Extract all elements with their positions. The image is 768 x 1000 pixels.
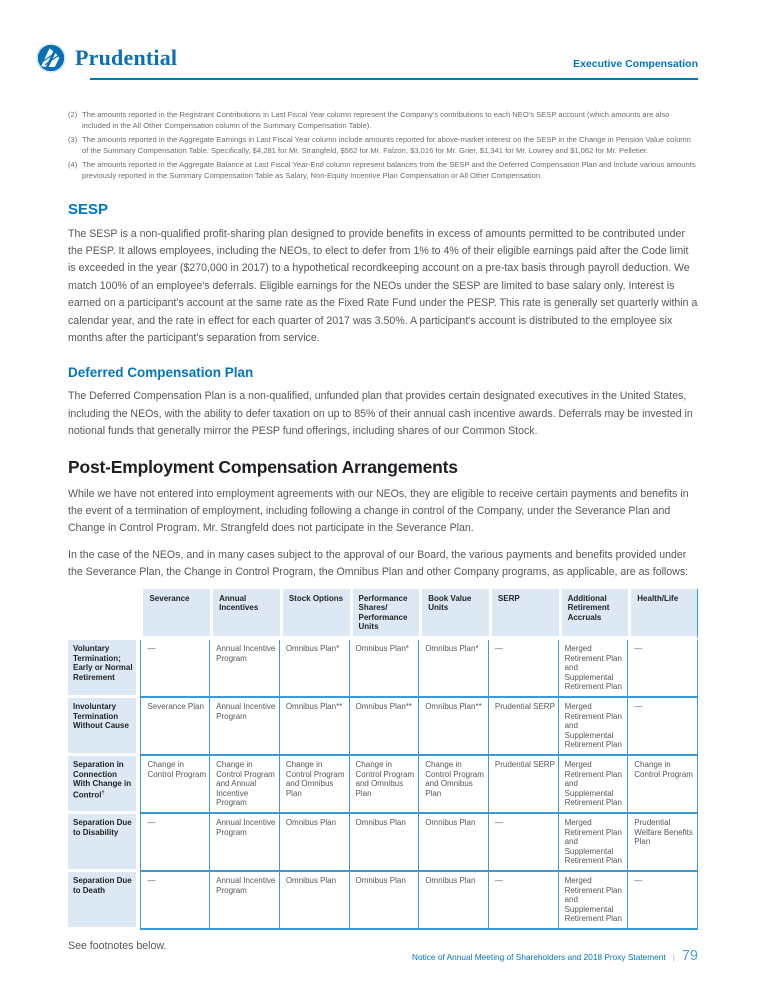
row-label: Separation in Connection With Change in Control† (68, 756, 140, 814)
table-cell: Annual Incentive Program (210, 640, 280, 698)
table-cell: Severance Plan (140, 698, 210, 756)
table-cell: Change in Control Program and Omnibus Plan (419, 756, 489, 814)
table-cell: Change in Control Program and Omnibus Plan (350, 756, 420, 814)
table-cell: Change in Control Program (628, 756, 698, 814)
footnote-item (68, 160, 698, 181)
see-footnotes-note: See footnotes below. (68, 940, 167, 953)
table-cell: Omnibus Plan (350, 872, 420, 930)
table-cell: Omnibus Plan** (280, 698, 350, 756)
footnote-marker: (2) (68, 110, 78, 119)
table-cell: Prudential Welfare Benefits Plan (628, 814, 698, 872)
column-header: Additional Retirement Accruals (559, 589, 629, 640)
post-employment-paragraph-1: While we have not entered into employment agreements with our NEOs, they are eligible to receive certain payments and benefits in the event of a termination of employment, including following a change in control of the Company, under the Severance Plan and Change in Control Program. Mr. Strangfeld does not participate in the Severance Plan. (68, 487, 689, 535)
footnote-reference-mark: † (101, 789, 105, 796)
table-cell: Omnibus Plan* (280, 640, 350, 698)
column-header: Stock Options (280, 589, 350, 640)
header-rule (90, 78, 698, 80)
top-footnotes (68, 110, 698, 182)
page-number: 79 (681, 948, 698, 964)
table-cell: — (489, 872, 559, 930)
footnote-marker: (3) (68, 135, 78, 145)
table-cell: Change in Control Program and Omnibus Plan (280, 756, 350, 814)
column-header: SERP (489, 589, 559, 640)
deferred-plan-paragraph: The Deferred Compensation Plan is a non-qualified, unfunded plan that provides certain designated executives in the United States, including the NEOs, with the ability to defer taxation on up to 85% of their annual cash incentive awards. Deferrals may be invested in notional funds that generally mirror the PESP fund offerings, including shares of our Common Stock. (68, 390, 693, 438)
table-cell: Omnibus Plan (350, 814, 420, 872)
table-cell: — (140, 814, 210, 872)
sesp-heading: SESP (68, 200, 109, 218)
footnote-item (68, 110, 698, 131)
column-header: Health/Life (628, 589, 698, 640)
table-cell: Change in Control Program and Annual Incentive Program (210, 756, 280, 814)
table-cell: Omnibus Plan (419, 872, 489, 930)
table-cell: — (628, 698, 698, 756)
column-header: Annual Incentives (210, 589, 280, 640)
table-cell: — (140, 872, 210, 930)
table-body (68, 640, 698, 930)
table-cell: Prudential SERP (489, 756, 559, 814)
table-corner-cell (68, 589, 140, 640)
table-cell: Omnibus Plan (419, 814, 489, 872)
page-footer (412, 948, 698, 964)
table-cell: — (489, 814, 559, 872)
table-cell: Change in Control Program (140, 756, 210, 814)
running-section-title: Executive Compensation (573, 58, 698, 70)
table-row (68, 756, 698, 814)
table-cell: — (628, 640, 698, 698)
table-cell: Annual Incentive Program (210, 698, 280, 756)
table-cell: Omnibus Plan** (350, 698, 420, 756)
row-label: Voluntary Termination; Early or Normal Retirement (68, 640, 140, 698)
table-row (68, 814, 698, 872)
column-header: Performance Shares/ Performance Units (350, 589, 420, 640)
table-cell: Omnibus Plan* (350, 640, 420, 698)
footnote-text: The amounts reported in the Registrant Contributions in Last Fiscal Year column represent the Company's contributions to each NEO's SESP account (which amounts are also included in the All Other Compensation column of the Summary Compensation Table). (82, 110, 670, 130)
brand-wordmark: Prudential (75, 45, 178, 70)
column-header: Severance (140, 589, 210, 640)
table-row (68, 872, 698, 930)
row-label: Separation Due to Death (68, 872, 140, 930)
footnote-item (68, 135, 698, 156)
post-employment-paragraph-2: In the case of the NEOs, and in many cases subject to the approval of our Board, the various payments and benefits provided under the Severance Plan, the Change in Control Program, the Omnibus Plan and other Company programs, as applicable, are as follows: (68, 548, 689, 579)
table-cell: Merged Retirement Plan and Supplemental Retirement Plan (559, 756, 629, 814)
table-cell: Merged Retirement Plan and Supplemental Retirement Plan (559, 640, 629, 698)
footnote-marker: (4) (68, 160, 78, 170)
sesp-paragraph: The SESP is a non-qualified profit-sharing plan designed to provide benefits in excess of amounts permitted to be contributed under the PESP. It allows employees, including the NEOs, to elect to defer from 1% to 4% of their eligible earnings paid after the Code limit is exceeded in the year ($270,000 in 2017) to a hypothetical recordkeeping account on a pre-tax basis through payroll deduction. We match 100% of an employee's deferrals. Eligible earnings for the NEOs under the SESP are limited to base salary only. Interest is earned on a participant's account at the same rate as the Fixed Rate Fund under the PESP. This rate is generally set quarterly within a calendar year, and the rate in effect for each quarter of 2017 was 3.50%. A participant's account is distributed to the employee six months after the participant's separation from service. (68, 227, 698, 344)
table-cell: Annual Incentive Program (210, 814, 280, 872)
post-employment-benefits-table (68, 589, 698, 930)
table-cell: Annual Incentive Program (210, 872, 280, 930)
table-cell: Omnibus Plan (280, 814, 350, 872)
column-header: Book Value Units (419, 589, 489, 640)
table-cell: Prudential SERP (489, 698, 559, 756)
table-header-row (68, 589, 698, 640)
footnote-text: The amounts reported in the Aggregate Earnings in Last Fiscal Year column include amounts reported for above-market interest on the SESP in the Change in Pension Value column of the Summary Compensation Table. Specifically, $4,281 for Mr. Strangfeld, $562 for Mr. Falzon, $3,016 for Mr. Grier, $1,341 for Mr. Lowrey and $1,062 for Mr. Pelletier. (82, 135, 691, 155)
deferred-plan-heading: Deferred Compensation Plan (68, 365, 254, 381)
footer-separator: | (672, 952, 675, 962)
row-label: Involuntary Termination Without Cause (68, 698, 140, 756)
table-cell: — (628, 872, 698, 930)
table-cell: Omnibus Plan* (419, 640, 489, 698)
table-cell: — (140, 640, 210, 698)
table-cell: Merged Retirement Plan and Supplemental Retirement Plan (559, 698, 629, 756)
row-label: Separation Due to Disability (68, 814, 140, 872)
table-row (68, 698, 698, 756)
table-row (68, 640, 698, 698)
table-cell: — (489, 640, 559, 698)
post-employment-heading: Post-Employment Compensation Arrangements (68, 456, 458, 477)
footnote-text: The amounts reported in the Aggregate Balance at Last Fiscal Year-End column represent balances from the SESP and the Deferred Compensation Plan and include various amounts previously reported in the Summary Compensation Table as Salary, Non-Equity Incentive Plan Compensation or All Other Compensation. (82, 160, 696, 180)
table-cell: Omnibus Plan** (419, 698, 489, 756)
prudential-rock-logo-icon (36, 43, 66, 73)
table-cell: Omnibus Plan (280, 872, 350, 930)
footer-title: Notice of Annual Meeting of Shareholders and 2018 Proxy Statement (412, 952, 666, 962)
table-cell: Merged Retirement Plan and Supplemental Retirement Plan (559, 872, 629, 930)
table-cell: Merged Retirement Plan and Supplemental Retirement Plan (559, 814, 629, 872)
